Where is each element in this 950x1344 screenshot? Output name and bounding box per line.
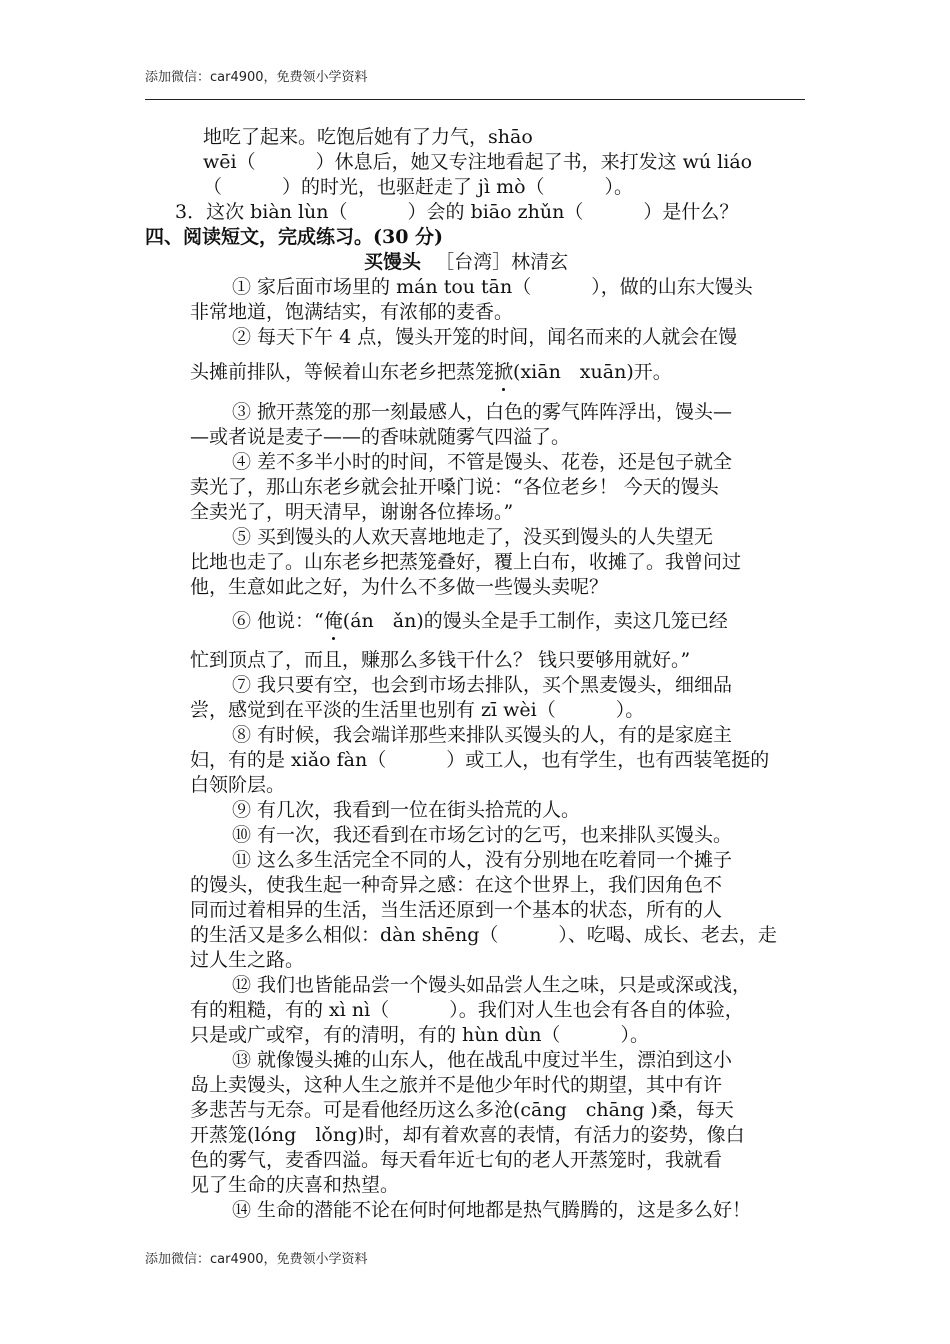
para-8-line-1: ⑧ 有时候，我会端详那些来排队买馒头的人，有的是家庭主 xyxy=(232,724,733,746)
para-text: 只是或广或窄，有的清明，有的 hùn dùn（ xyxy=(190,1024,561,1046)
para-11-line-4 xyxy=(190,923,777,947)
para-text: ）、吃喝、成长、老去，走 xyxy=(558,924,777,946)
para-text: 的生活又是多么相似：dàn shēng（ xyxy=(190,924,499,946)
para-7-line-2 xyxy=(190,698,644,722)
para-11-line-1: ⑪ 这么多生活完全不同的人，没有分别地在吃着同一个摊子 xyxy=(232,849,733,871)
para-text: 妇，有的是 xiǎo fàn（ xyxy=(190,749,387,771)
para-11-line-3: 同而过着相异的生活，当生活还原到一个基本的状态，所有的人 xyxy=(190,899,723,921)
para-12-line-2 xyxy=(190,998,744,1022)
para-13-line-2: 岛上卖馒头，这种人生之旅并不是他少年时代的期望，其中有许 xyxy=(190,1074,723,1096)
page-footer: 添加微信：car4900，免费领小学资料 xyxy=(145,1252,368,1267)
para-13-line-6: 见了生命的庆喜和热望。 xyxy=(190,1174,400,1196)
dotted-char: 俺 xyxy=(323,610,343,632)
prev-text-part: ）休息后，她又专注地看起了书，来打发这 wú liáo xyxy=(315,151,753,173)
prev-text-part: ）的时光，也驱赶走了 jì mò（ xyxy=(282,176,545,198)
para-13-line-5: 色的雾气，麦香四溢。每天看年近七旬的老人开蒸笼时，我就看 xyxy=(190,1149,723,1171)
para-text: 尝，感觉到在平淡的生活里也别有 zī wèi（ xyxy=(190,699,556,721)
para-8-line-3: 白领阶层。 xyxy=(190,774,286,796)
para-text: ⑥ 他说：“ xyxy=(232,610,324,632)
para-14: ⑭ 生命的潜能不论在何时何地都是热气腾腾的，这是多么好！ xyxy=(232,1199,752,1221)
para-3-line-1: ③ 掀开蒸笼的那一刻最感人，白色的雾气阵阵浮出，馒头— xyxy=(232,401,733,423)
para-1-line-2: 非常地道，饱满结实，有浓郁的麦香。 xyxy=(190,301,514,323)
question-3-part: ）是什么？ xyxy=(643,201,739,223)
question-3-part: 3．这次 biàn lùn（ xyxy=(175,201,348,223)
prev-text-line-1: 地吃了起来。吃饱后她有了力气，shāo xyxy=(203,126,533,148)
para-3-line-2: —或者说是麦子——的香味就随雾气四溢了。 xyxy=(190,426,571,448)
para-13-line-3: 多悲苦与无奈。可是看他经历这么多沧(cāng chāng )桑，每天 xyxy=(190,1099,734,1121)
para-text: 有的粗糙，有的 xì nì（ xyxy=(190,999,390,1021)
para-text: ① 家后面市场里的 mán tou tān（ xyxy=(232,276,532,298)
para-9: ⑨ 有几次，我看到一位在街头拾荒的人。 xyxy=(232,799,581,821)
para-1-line-1 xyxy=(232,275,753,299)
question-3 xyxy=(175,200,738,224)
para-text: ）。 xyxy=(615,699,645,721)
prev-text-line-2 xyxy=(203,150,752,174)
para-text: ）或工人，也有学生，也有西装笔挺的 xyxy=(446,749,770,771)
para-5-line-3: 他，生意如此之好，为什么不多做一些馒头卖呢？ xyxy=(190,576,609,598)
article-title-line xyxy=(364,250,568,274)
para-11-line-2: 的馒头，使我生起一种奇异之感：在这个世界上，我们因角色不 xyxy=(190,874,723,896)
para-4-line-3: 全卖光了，明天清早，谢谢各位捧场。” xyxy=(190,501,514,523)
prev-text-part: ）。 xyxy=(604,176,634,198)
para-text: ），做的山东大馒头 xyxy=(591,276,753,298)
article-title: 买馒头 xyxy=(364,251,422,273)
dotted-char: 掀 xyxy=(494,361,514,383)
prev-text-line-3 xyxy=(203,175,633,199)
para-5-line-1: ⑤ 买到馒头的人欢天喜地地走了，没买到馒头的人失望无 xyxy=(232,526,714,548)
header-divider xyxy=(145,99,805,100)
para-12-line-1: ⑫ 我们也皆能品尝一个馒头如品尝人生之味，只是或深或浅， xyxy=(232,974,752,996)
para-10: ⑩ 有一次，我还看到在市场乞讨的乞丐，也来排队买馒头。 xyxy=(232,824,733,846)
para-text: 头摊前排队，等候着山东老乡把蒸笼 xyxy=(190,361,495,383)
page-header: 添加微信：car4900，免费领小学资料 xyxy=(145,70,368,85)
para-11-line-5: 过人生之路。 xyxy=(190,949,305,971)
para-13-line-4: 开蒸笼(lóng lǒng)时，却有着欢喜的表情，有活力的姿势，像白 xyxy=(190,1124,745,1146)
para-text: ）。我们对人生也会有各自的体验， xyxy=(449,999,744,1021)
para-13-line-1: ⑬ 就像馒头摊的山东人，他在战乱中度过半生，漂泊到这小 xyxy=(232,1049,733,1071)
pinyin-choice[interactable]: (án ǎn)的馒头全是手工制作，卖这几笼已经 xyxy=(342,610,728,632)
para-2-line-1: ② 每天下午 4 点，馒头开笼的时间，闻名而来的人就会在馒 xyxy=(232,326,738,348)
prev-text-part: wēi（ xyxy=(203,151,256,173)
pinyin-choice[interactable]: (xiān xuān)开。 xyxy=(513,361,672,383)
para-5-line-2: 比地也走了。山东老乡把蒸笼叠好，覆上白布，收摊了。我曾问过 xyxy=(190,551,742,573)
para-6-line-2: 忙到顶点了，而且，赚那么多钱干什么？ 钱只要够用就好。” xyxy=(190,649,691,671)
para-7-line-1: ⑦ 我只要有空，也会到市场去排队，买个黑麦馒头，细细品 xyxy=(232,674,733,696)
para-6-line-1 xyxy=(232,609,728,633)
para-text: ）。 xyxy=(620,1024,649,1046)
article-author: ［台湾］林清玄 xyxy=(435,251,569,273)
section-heading: 四、阅读短文，完成练习。(30 分) xyxy=(145,226,444,248)
para-2-line-2 xyxy=(190,360,672,384)
para-8-line-2 xyxy=(190,748,769,772)
para-4-line-1: ④ 差不多半小时的时间，不管是馒头、花卷，还是包子就全 xyxy=(232,451,733,473)
question-3-part: ）会的 biāo zhǔn（ xyxy=(407,201,584,223)
para-12-line-3 xyxy=(190,1023,649,1047)
prev-text-part: （ xyxy=(203,176,223,198)
para-4-line-2: 卖光了，那山东老乡就会扯开嗓门说：“各位老乡！ 今天的馒头 xyxy=(190,476,719,498)
